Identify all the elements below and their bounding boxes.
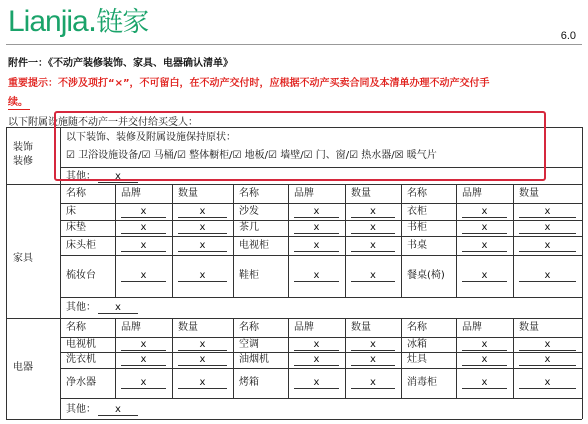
item-name: 床头柜 <box>66 240 96 251</box>
item-qty-value: x <box>178 354 227 366</box>
item-brand-value: x <box>121 222 166 234</box>
item-qty-value: x <box>519 339 576 351</box>
item-qty-value: x <box>178 270 227 282</box>
furniture-other-value: x <box>98 302 138 314</box>
appliances-other-value: x <box>98 404 138 416</box>
intro-text: 以下附属设施随不动产一并交付给买受人： <box>8 117 198 128</box>
item-name: 净水器 <box>66 377 96 388</box>
appliances-header-name: 名称 <box>407 322 427 333</box>
furniture-brand-col-divider <box>456 184 457 297</box>
item-name: 沙发 <box>239 206 259 217</box>
item-name: 灶具 <box>407 354 427 365</box>
furniture-qty-col-divider <box>172 184 173 297</box>
item-qty-value: x <box>351 354 395 366</box>
appliances-header-brand: 品牌 <box>462 322 482 333</box>
decoration-label-1: 装饰 <box>13 142 33 153</box>
appliances-group-divider <box>401 318 402 398</box>
item-name: 餐桌(椅) <box>407 270 445 281</box>
furniture-header-name: 名称 <box>407 188 427 199</box>
item-qty-value: x <box>178 206 227 218</box>
decoration-keep-text: 以下装饰、装修及附属设施保持原状： <box>66 132 236 143</box>
logo-latin: Lianjia <box>8 5 88 38</box>
appliances-header-name: 名称 <box>239 322 259 333</box>
item-brand-value: x <box>294 206 339 218</box>
table-left-border <box>6 127 7 419</box>
furniture-other-label: 其他： <box>66 302 96 313</box>
item-name: 洗衣机 <box>66 354 96 365</box>
item-name: 书柜 <box>407 222 427 233</box>
furniture-header-brand: 品牌 <box>294 188 314 199</box>
item-name: 烤箱 <box>239 377 259 388</box>
logo-chinese: 链家 <box>96 7 149 38</box>
furniture-bottom-border <box>6 318 582 319</box>
appliances-header-qty: 数量 <box>178 322 198 333</box>
item-brand-value: x <box>294 339 339 351</box>
item-brand-value: x <box>294 354 339 366</box>
furniture-header-qty: 数量 <box>351 188 371 199</box>
item-name: 电视机 <box>66 339 96 350</box>
furniture-row-divider <box>60 220 582 221</box>
furniture-row-divider <box>60 236 582 237</box>
furniture-qty-col-divider <box>345 184 346 297</box>
item-name: 书桌 <box>407 240 427 251</box>
item-brand-value: x <box>462 270 507 282</box>
appliances-brand-col-divider <box>456 318 457 398</box>
furniture-row-divider <box>60 203 582 204</box>
lianjia-logo <box>8 4 148 41</box>
item-qty-value: x <box>351 377 395 389</box>
item-qty-value: x <box>519 222 576 234</box>
appliances-other-label: 其他： <box>66 404 96 415</box>
item-name: 油烟机 <box>239 354 269 365</box>
furniture-header-qty: 数量 <box>519 188 539 199</box>
item-brand-value: x <box>294 377 339 389</box>
item-qty-value: x <box>178 377 227 389</box>
item-qty-value: x <box>519 270 576 282</box>
item-brand-value: x <box>294 240 339 252</box>
item-brand-value: x <box>462 240 507 252</box>
appliances-header-name: 名称 <box>66 322 86 333</box>
item-brand-value: x <box>121 206 166 218</box>
furniture-brand-col-divider <box>115 184 116 297</box>
appliances-qty-col-divider <box>172 318 173 398</box>
warning-line-1: 重要提示：不涉及项打“×”，不可留白，在不动产交付时，应根据不动产买卖合同及本清单办理不动产交付手 <box>8 78 490 89</box>
item-name: 消毒柜 <box>407 377 437 388</box>
item-qty-value: x <box>351 222 395 234</box>
furniture-label: 家具 <box>13 253 33 264</box>
item-name: 梳妆台 <box>66 270 96 281</box>
appliances-qty-col-divider <box>513 318 514 398</box>
furniture-header-qty: 数量 <box>178 188 198 199</box>
item-brand-value: x <box>121 270 166 282</box>
item-name: 空调 <box>239 339 259 350</box>
appliances-header-qty: 数量 <box>351 322 371 333</box>
furniture-header-name: 名称 <box>66 188 86 199</box>
item-name: 床 <box>66 206 76 217</box>
appliances-group-divider <box>233 318 234 398</box>
item-brand-value: x <box>121 377 166 389</box>
item-qty-value: x <box>351 339 395 351</box>
warning-line-2: 续。 <box>8 97 28 108</box>
item-brand-value: x <box>462 206 507 218</box>
item-name: 床垫 <box>66 222 86 233</box>
decoration-other-label: 其他： <box>66 171 96 182</box>
item-name: 冰箱 <box>407 339 427 350</box>
item-brand-value: x <box>121 240 166 252</box>
item-brand-value: x <box>294 222 339 234</box>
furniture-header-brand: 品牌 <box>462 188 482 199</box>
item-qty-value: x <box>519 377 576 389</box>
item-qty-value: x <box>519 206 576 218</box>
appliances-label: 电器 <box>13 362 33 373</box>
appliances-row-divider <box>60 337 582 338</box>
appliances-row-divider <box>60 398 582 399</box>
decoration-items: ☑ 卫浴设施设备/☑ 马桶/☑ 整体橱柜/☑ 地板/☑ 墙壁/☑ 门、窗/☑ 热水器/☒ 暖气片 <box>66 150 437 161</box>
item-qty-value: x <box>178 240 227 252</box>
item-name: 鞋柜 <box>239 270 259 281</box>
furniture-row-divider <box>60 255 582 256</box>
header-divider <box>6 44 582 45</box>
item-qty-value: x <box>519 240 576 252</box>
table-bottom-border <box>6 419 582 420</box>
logo-dot: . <box>87 4 97 39</box>
item-qty-value: x <box>351 206 395 218</box>
item-brand-value: x <box>121 354 166 366</box>
furniture-group-divider <box>401 184 402 297</box>
item-brand-value: x <box>462 354 507 366</box>
decoration-other-value: x <box>98 171 138 183</box>
decoration-label-2: 装修 <box>13 156 33 167</box>
item-brand-value: x <box>462 377 507 389</box>
appliances-header-brand: 品牌 <box>121 322 141 333</box>
highlight-box <box>54 111 546 181</box>
furniture-brand-col-divider <box>288 184 289 297</box>
appliances-brand-col-divider <box>115 318 116 398</box>
furniture-qty-col-divider <box>513 184 514 297</box>
item-name: 衣柜 <box>407 206 427 217</box>
document-title: 附件一：《不动产装修装饰、家具、电器确认清单》 <box>8 58 233 69</box>
item-qty-value: x <box>351 270 395 282</box>
furniture-header-name: 名称 <box>239 188 259 199</box>
item-qty-value: x <box>178 222 227 234</box>
appliances-brand-col-divider <box>288 318 289 398</box>
item-qty-value: x <box>519 354 576 366</box>
item-name: 茶几 <box>239 222 259 233</box>
item-brand-value: x <box>462 222 507 234</box>
warning-underline <box>8 109 30 110</box>
item-brand-value: x <box>121 339 166 351</box>
table-right-border <box>582 127 583 419</box>
appliances-header-brand: 品牌 <box>294 322 314 333</box>
appliances-row-divider <box>60 368 582 369</box>
appliances-qty-col-divider <box>345 318 346 398</box>
item-name: 电视柜 <box>239 240 269 251</box>
appliances-row-divider <box>60 352 582 353</box>
item-qty-value: x <box>351 240 395 252</box>
decoration-bottom-border <box>6 184 582 185</box>
item-brand-value: x <box>462 339 507 351</box>
furniture-header-brand: 品牌 <box>121 188 141 199</box>
version-number: 6.0 <box>560 30 576 42</box>
item-qty-value: x <box>178 339 227 351</box>
furniture-group-divider <box>233 184 234 297</box>
appliances-header-qty: 数量 <box>519 322 539 333</box>
furniture-row-divider <box>60 297 582 298</box>
item-brand-value: x <box>294 270 339 282</box>
